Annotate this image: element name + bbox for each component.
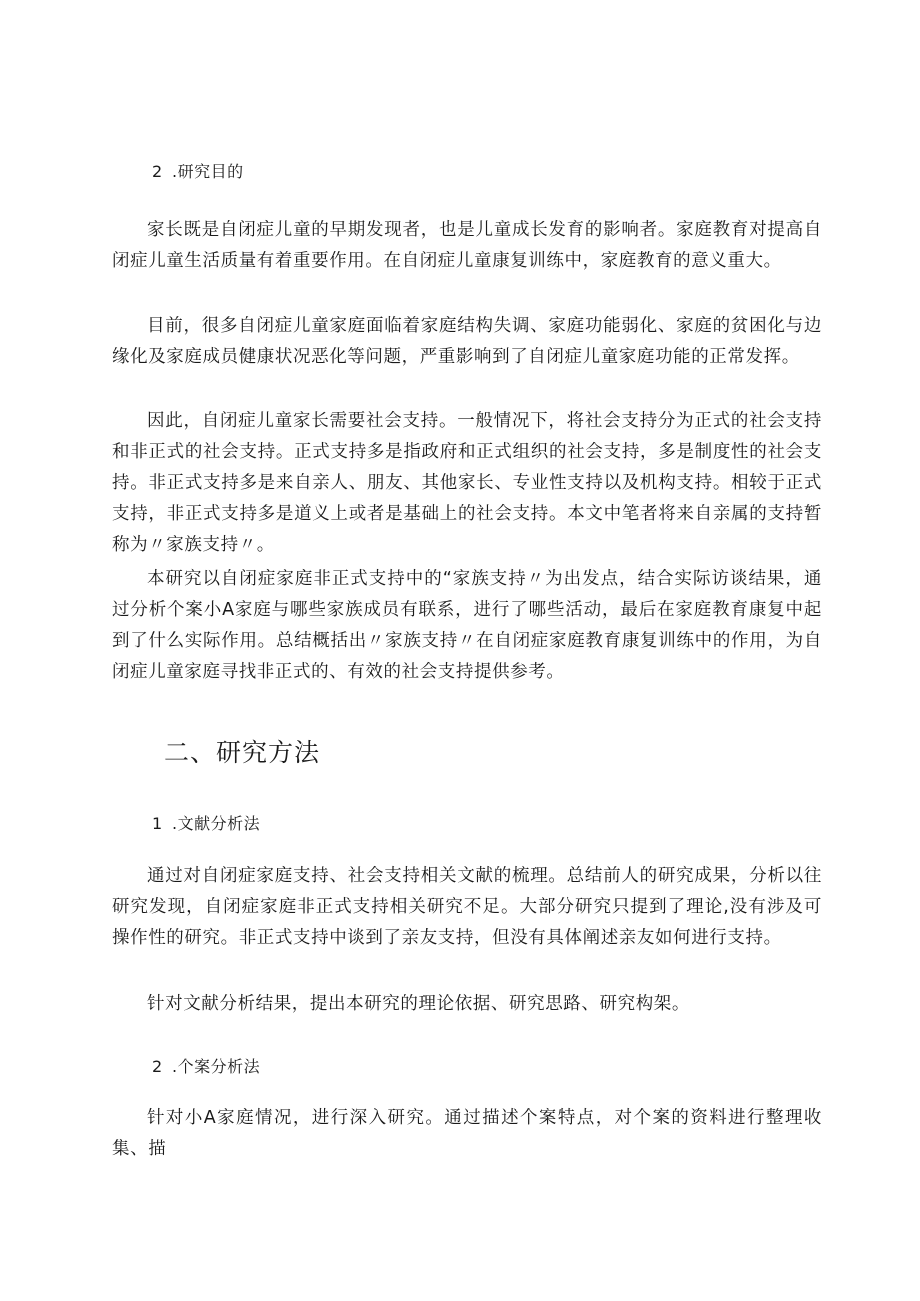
- paragraph-case-study: 针对小A家庭情况，进行深入研究。通过描述个案特点，对个案的资料进行整理收集、描: [112, 1108, 822, 1159]
- subheading-title: .文献分析法: [172, 814, 261, 833]
- paragraph-parent-role: 家长既是自闭症儿童的早期发现者，也是儿童成长发育的影响者。家庭教育对提高自闭症儿童生活质量有着重要作用。在自闭症儿童康复训练中，家庭教育的意义重大。: [112, 220, 822, 271]
- subheading-number: 2: [152, 1057, 163, 1076]
- subheading-number: 1: [152, 814, 163, 833]
- subheading-title: .个案分析法: [172, 1057, 261, 1076]
- paragraph-literature-review: 通过对自闭症家庭支持、社会支持相关文献的梳理。总结前人的研究成果，分析以往研究发现，自闭症家庭非正式支持相关研究不足。大部分研究只提到了理论,没有涉及可操作性的研究。非正式支持中谈到了亲友支持，但没有具体阐述亲友如何进行支持。: [112, 866, 822, 948]
- subheading-case-analysis: [152, 1057, 260, 1077]
- section-heading-methods: 二、研究方法: [164, 738, 321, 767]
- subheading-title: .研究目的: [172, 162, 244, 181]
- paragraph-family-problems: 目前，很多自闭症儿童家庭面临着家庭结构失调、家庭功能弱化、家庭的贫困化与边缘化及家庭成员健康状况恶化等问题，严重影响到了自闭症儿童家庭功能的正常发挥。: [112, 316, 822, 367]
- subheading-research-goal: [152, 162, 244, 182]
- paragraph-study-aim: 本研究以自闭症家庭非正式支持中的“家族支持〃为出发点，结合实际访谈结果，通过分析个案小A家庭与哪些家族成员有联系，进行了哪些活动，最后在家庭教育康复中起到了什么实际作用。总结概括出〃家族支持〃在自闭症家庭教育康复训练中的作用，为自闭症儿童家庭寻找非正式的、有效的社会支持提供参考。: [112, 569, 822, 682]
- subheading-literature-analysis: [152, 814, 260, 834]
- paragraph-social-support: 因此，自闭症儿童家长需要社会支持。一般情况下，将社会支持分为正式的社会支持和非正式的社会支持。正式支持多是指政府和正式组织的社会支持，多是制度性的社会支持。非正式支持多是来自亲人、朋友、其他家长、专业性支持以及机构支持。相较于正式支持，非正式支持多是道义上或者是基础上的社会支持。本文中笔者将来自亲属的支持暂称为〃家族支持〃。: [112, 411, 822, 555]
- paragraph-literature-result: 针对文献分析结果，提出本研究的理论依据、研究思路、研究构架。: [147, 994, 690, 1014]
- subheading-number: 2: [152, 162, 163, 181]
